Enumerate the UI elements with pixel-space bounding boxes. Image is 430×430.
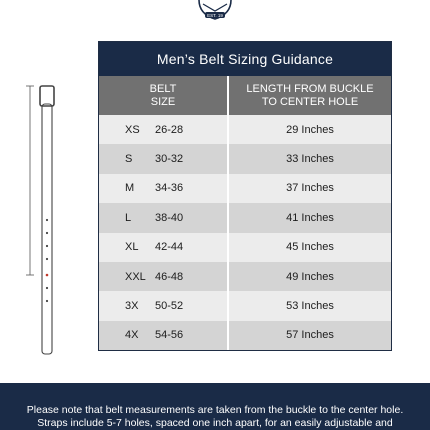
length-value: 57 Inches xyxy=(286,329,334,342)
table-row xyxy=(99,115,391,144)
table-row xyxy=(99,262,391,291)
footer-line-1: Please note that belt measurements are taken from the buckle to the center hole. xyxy=(26,404,404,416)
length-value: 49 Inches xyxy=(286,270,334,283)
size-label: XL xyxy=(125,241,139,254)
table-title: Men’s Belt Sizing Guidance xyxy=(99,42,391,76)
length-value: 53 Inches xyxy=(286,300,334,313)
length-value: 41 Inches xyxy=(286,211,334,224)
length-value: 37 Inches xyxy=(286,182,334,195)
table-row xyxy=(99,174,391,203)
length-value: 33 Inches xyxy=(286,153,334,166)
size-range: 30-32 xyxy=(155,153,184,166)
length-value: 45 Inches xyxy=(286,241,334,254)
table-row xyxy=(99,291,391,320)
size-label: 4X xyxy=(125,329,139,342)
logo-text: EST. 19 xyxy=(207,13,223,18)
size-range: 54-56 xyxy=(155,329,184,342)
size-label: XXL xyxy=(125,270,146,283)
size-range: 50-52 xyxy=(155,300,184,313)
size-range: 38-40 xyxy=(155,211,184,224)
header-belt-size: BELT SIZE xyxy=(99,76,229,115)
size-range: 42-44 xyxy=(155,241,184,254)
brand-seal-icon xyxy=(195,0,235,22)
table-row xyxy=(99,233,391,262)
footer-line-2: Straps include 5-7 holes, spaced one inch apart, for an easily adjustable and xyxy=(37,417,393,429)
length-value: 29 Inches xyxy=(286,123,334,136)
size-label: XS xyxy=(125,123,140,136)
sizing-note-footer xyxy=(0,383,430,430)
size-label: S xyxy=(125,153,133,166)
belt-illustration xyxy=(18,80,78,380)
table-row xyxy=(99,203,391,232)
table-row xyxy=(99,144,391,173)
belt-size-table xyxy=(98,41,392,351)
size-label: M xyxy=(125,182,135,195)
table-header xyxy=(99,76,391,115)
header-length: LENGTH FROM BUCKLE TO CENTER HOLE xyxy=(246,82,374,108)
size-range: 46-48 xyxy=(155,270,184,283)
table-row xyxy=(99,321,391,350)
size-range: 26-28 xyxy=(155,123,184,136)
size-range: 34-36 xyxy=(155,182,184,195)
size-label: L xyxy=(125,211,132,224)
size-label: 3X xyxy=(125,300,139,313)
